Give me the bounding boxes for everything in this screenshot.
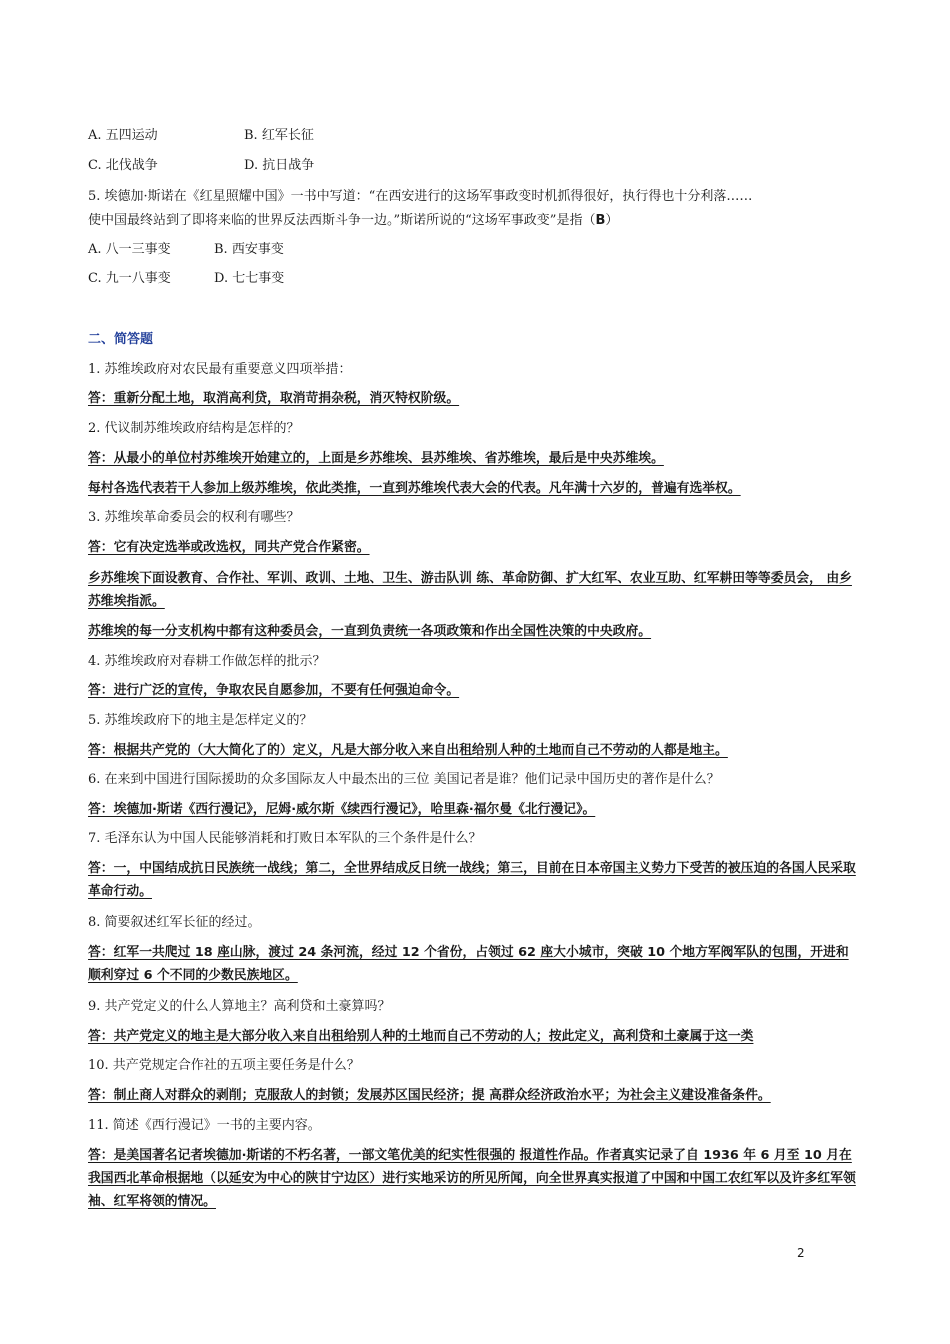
qa-answer-2-part2: 每村各选代表若干人参加上级苏维埃，依此类推，一直到苏维埃代表大会的代表。凡年满十六岁的，普遍有选举权。: [88, 481, 741, 496]
q5-line2-close: ）: [605, 213, 619, 228]
qa-question-4: 4. 苏维埃政府对春耕工作做怎样的批示？: [88, 654, 326, 669]
q4-option-c: C. 北伐战争: [88, 158, 158, 173]
q5-option-a: A. 八一三事变: [88, 242, 171, 257]
qa-answer-9: 答：共产党定义的地主是大部分收入来自出租给别人种的土地而自己不劳动的人；按此定义，高利贷和土豪属于这一类: [88, 1029, 754, 1044]
qa-answer-3-part3: 苏维埃的每一分支机构中都有这种委员会，一直到负责统一各项政策和作出全国性决策的中央政府。: [88, 624, 652, 639]
qa-question-1: 1. 苏维埃政府对农民最有重要意义四项举措：: [88, 362, 352, 377]
qa-answer-7-text: 答：一，中国结成抗日民族统一战线；第二，全世界结成反日统一战线；第三，目前在日本帝国主义势力下受苦的被压迫的各国人民采取革命行动。: [88, 861, 856, 899]
qa-question-8: 8. 简要叙述红军长征的经过。: [88, 915, 261, 930]
q5-option-c: C. 九一八事变: [88, 271, 171, 286]
qa-question-7: 7. 毛泽东认为中国人民能够消耗和打败日本军队的三个条件是什么？: [88, 831, 482, 846]
q5-question-line2: [88, 212, 618, 230]
qa-question-11: 11. 简述《西行漫记》一书的主要内容。: [88, 1118, 321, 1133]
q5-answer: B: [595, 213, 606, 228]
page-number: 2: [797, 1246, 805, 1260]
q4-option-b: B. 红军长征: [244, 128, 314, 143]
qa-answer-3-part1: 答：它有决定选举或改选权，同共产党合作紧密。: [88, 540, 370, 555]
qa-answer-5: 答：根据共产党的（大大简化了的）定义，凡是大部分收入来自出租给别人种的土地而自己不劳动的人都是地主。: [88, 743, 728, 758]
qa-question-6: 6. 在来到中国进行国际援助的众多国际友人中最杰出的三位 美国记者是谁？他们记录中国历史的著作是什么？: [88, 772, 720, 787]
qa-answer-11: [88, 1144, 860, 1213]
qa-answer-11-text: 答：是美国著名记者埃德加·斯诺的不朽名著，一部文笔优美的纪实性很强的 报道性作品。作者真实记录了自 1936 年 6 月至 10 月在我国西北革命根据地（以延安为中心的陕甘宁边区）进行实地采访的所见所闻，向全世界真实报道了中国和中国工农红军以及许多红军领袖、红军将领的情况。: [88, 1148, 856, 1209]
qa-answer-10: 答：制止商人对群众的剥削；克服敌人的封锁；发展苏区国民经济；提 高群众经济政治水平；为社会主义建设准备条件。: [88, 1088, 771, 1103]
qa-answer-8: [88, 941, 860, 987]
qa-answer-4: 答：进行广泛的宣传，争取农民自愿参加，不要有任何强迫命令。: [88, 683, 460, 698]
qa-answer-1: 答：重新分配土地，取消高利贷，取消苛捐杂税，消灭特权阶级。: [88, 391, 460, 406]
qa-answer-6: 答：埃德加·斯诺《西行漫记》，尼姆·威尔斯《续西行漫记》，哈里森·福尔曼《北行漫记》。: [88, 802, 596, 817]
qa-question-2: 2. 代议制苏维埃政府结构是怎样的？: [88, 421, 300, 436]
qa-answer-3-part2: [88, 567, 860, 613]
qa-question-9: 9. 共产党定义的什么人算地主？高利贷和土豪算吗？: [88, 999, 391, 1014]
q5-option-d: D. 七七事变: [214, 271, 285, 286]
qa-question-10: 10. 共产党规定合作社的五项主要任务是什么？: [88, 1058, 360, 1073]
qa-question-3: 3. 苏维埃革命委员会的权利有哪些？: [88, 510, 300, 525]
q5-option-b: B. 西安事变: [214, 242, 284, 257]
q5-line2-text: 使中国最终站到了即将来临的世界反法西斯斗争一边。”斯诺所说的“这场军事政变”是指（: [88, 213, 596, 228]
qa-answer-3-part2-text: 乡苏维埃下面设教育、合作社、军训、政训、土地、卫生、游击队训 练、革命防御、扩大红军、农业互助、红军耕田等等委员会， 由乡苏维埃指派。: [88, 571, 852, 609]
section-heading: 二、简答题: [88, 332, 154, 347]
qa-answer-7: [88, 857, 860, 903]
qa-question-5: 5. 苏维埃政府下的地主是怎样定义的？: [88, 713, 313, 728]
q5-question-line1: 5. 埃德加·斯诺在《红星照耀中国》一书中写道：“在西安进行的这场军事政变时机抓得很好，执行得也十分利落……: [88, 189, 753, 204]
q4-option-d: D. 抗日战争: [244, 158, 315, 173]
qa-answer-2-part1: 答：从最小的单位村苏维埃开始建立的，上面是乡苏维埃、县苏维埃、省苏维埃，最后是中央苏维埃。: [88, 451, 664, 466]
qa-answer-8-text: 答：红军一共爬过 18 座山脉，渡过 24 条河流，经过 12 个省份，占领过 62 座大小城市，突破 10 个地方军阀军队的包围，开进和顺利穿过 6 个不同的少数民族地区。: [88, 945, 849, 983]
q4-option-a: A. 五四运动: [88, 128, 158, 143]
